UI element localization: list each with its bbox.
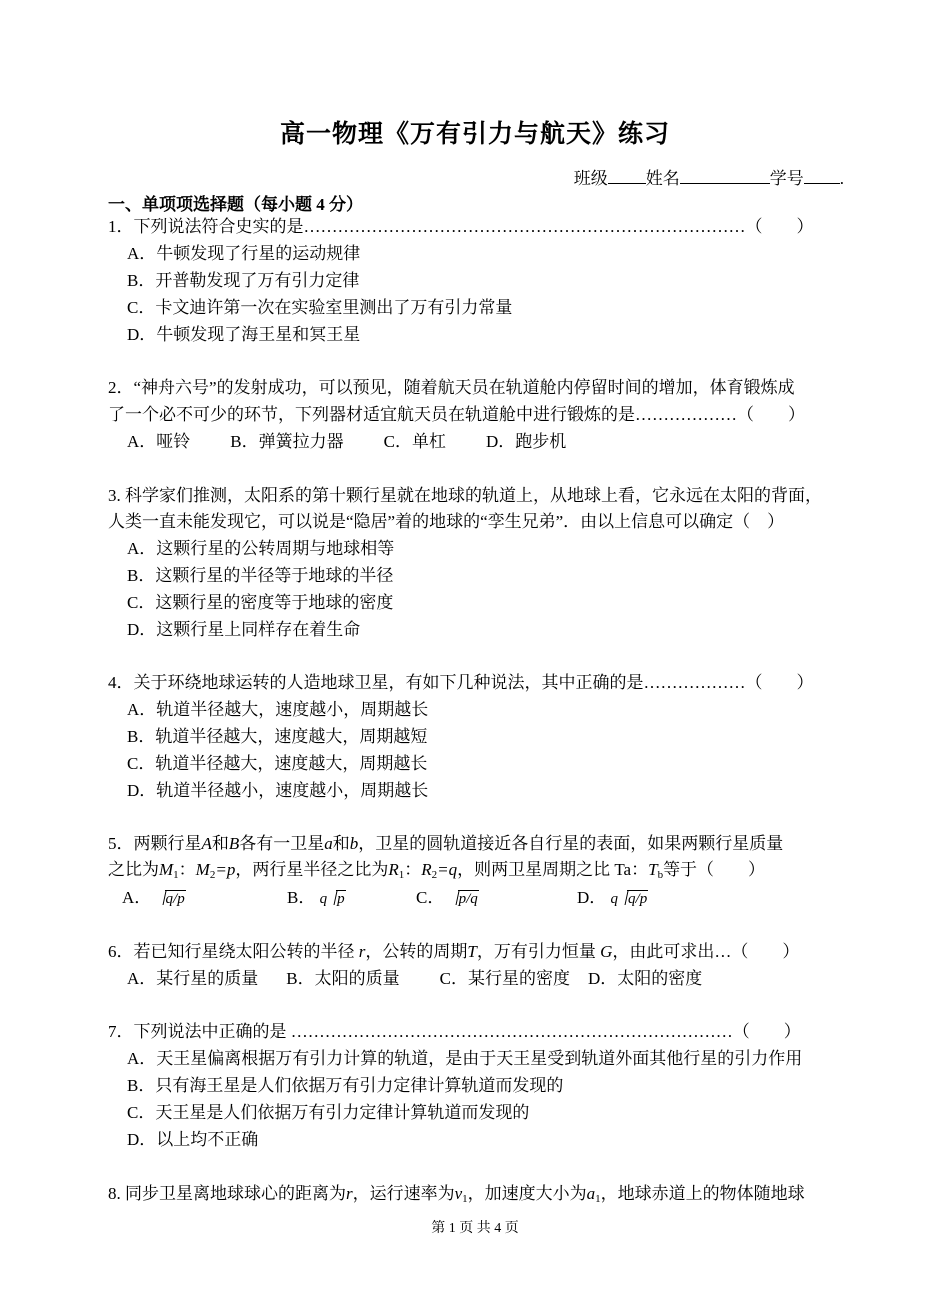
question-4-option-b: B．轨道半径越大，速度越大，周期越短	[127, 727, 428, 746]
question-7-option-a: A．天王星偏离根据万有引力计算的轨道，是由于天王星受到轨道外面其他行星的引力作用	[127, 1049, 803, 1068]
question-2-stem-line2: 了一个必不可少的环节，下列器材适宜航天员在轨道舱中进行锻炼的是………………（ ）	[108, 405, 805, 424]
sqrt-expression: p	[327, 888, 345, 910]
question-2-option-d: D．跑步机	[485, 432, 567, 451]
class-blank	[608, 167, 646, 184]
question-1-option-b: B．开普勒发现了万有引力定律	[127, 271, 360, 290]
question-6-options	[127, 968, 702, 990]
question-1-option-a: A．牛顿发现了行星的运动规律	[127, 244, 361, 263]
question-1-option-c: C．卡文迪许第一次在实验室里测出了万有引力常量	[127, 298, 513, 317]
question-7-option-c: C．天王星是人们依据万有引力定律计算轨道而发现的	[127, 1103, 530, 1122]
section-heading: 一、单项项选择题（每小题 4 分）	[108, 195, 363, 214]
question-6-stem: 6．若已知行星绕太阳公转的半径 r，公转的周期T，万有引力恒量 G，由此可求出…（ ）	[108, 942, 800, 961]
question-7-option-d: D．以上均不正确	[127, 1130, 259, 1149]
question-6-option-b: B．太阳的质量	[286, 969, 400, 988]
question-5-option-b: B． q p	[287, 887, 345, 910]
question-3-option-c: C．这颗行星的密度等于地球的密度	[127, 593, 394, 612]
question-5-option-c: C． p/q	[416, 887, 478, 910]
question-8-stem: 8. 同步卫星离地球球心的距离为r，运行速率为$v_1$，加速度大小为$a_1$，地球赤道上的物体随地球	[108, 1184, 805, 1205]
question-3-option-d: D．这颗行星上同样存在着生命	[127, 620, 361, 639]
question-1-option-d: D．牛顿发现了海王星和冥王星	[127, 325, 361, 344]
question-4-option-d: D．轨道半径越小，速度越小，周期越长	[127, 781, 429, 800]
question-1-stem: 1．下列说法符合史实的是……………………………………………………………………（ ）	[108, 217, 814, 236]
page-title: 高一物理《万有引力与航天》练习	[279, 121, 670, 148]
question-3-stem-line1: 3. 科学家们推测，太阳系的第十颗行星就在地球的轨道上，从地球上看，它永远在太阳的背面，	[108, 486, 822, 505]
number-label: 学号	[769, 169, 804, 188]
question-2-option-a: A．哑铃	[127, 432, 191, 451]
question-3-option-b: B．这颗行星的半径等于地球的半径	[127, 566, 394, 585]
question-2-stem-line1: 2．“神舟六号”的发射成功，可以预见，随着航天员在轨道舱内停留时间的增加，体育锻炼成	[108, 378, 795, 397]
question-5-stem-line2: 之比为$M_1$：$M_2=p$，两行星半径之比为$R_1$：$R_2=q$，则两卫星周期之比 Ta：$T_b$等于（ ）	[108, 860, 766, 881]
question-6-option-c: C．某行星的密度	[439, 969, 570, 988]
question-4-option-c: C．轨道半径越大，速度越大，周期越长	[127, 754, 428, 773]
info-end: .	[839, 169, 844, 188]
name-blank	[680, 167, 770, 184]
sqrt-expression: q/p	[156, 888, 185, 910]
question-3-option-a: A．这颗行星的公转周期与地球相等	[127, 539, 395, 558]
question-6-option-a: A．某行星的质量	[127, 969, 259, 988]
sqrt-expression: q/p	[618, 888, 647, 910]
number-blank	[804, 167, 840, 184]
question-6-option-d: D．太阳的密度	[587, 969, 703, 988]
question-4-option-a: A．轨道半径越大，速度越小，周期越长	[127, 700, 429, 719]
class-label: 班级	[573, 169, 608, 188]
page-footer: 第 1 页 共 4 页	[431, 1221, 519, 1236]
student-info-line	[574, 164, 844, 189]
question-4-stem: 4．关于环绕地球运转的人造地球卫星，有如下几种说法，其中正确的是………………（ ）	[108, 673, 814, 692]
question-7-option-b: B．只有海王星是人们依据万有引力定律计算轨道而发现的	[127, 1076, 564, 1095]
question-5-option-d: D． q q/p	[577, 887, 647, 910]
question-2-options	[127, 431, 566, 453]
question-3-stem-line2: 人类一直未能发现它，可以说是“隐居”着的地球的“孪生兄弟”．由以上信息可以确定（ ）	[108, 512, 785, 531]
question-5-option-a: A． q/p	[122, 887, 185, 910]
sqrt-expression: p/q	[449, 888, 478, 910]
question-5-stem-line1: 5．两颗行星A和B各有一卫星a和b，卫星的圆轨道接近各自行星的表面，如果两颗行星质量	[108, 834, 784, 853]
question-7-stem: 7．下列说法中正确的是 ……………………………………………………………………（ ）	[108, 1022, 801, 1041]
name-label: 姓名	[645, 169, 680, 188]
question-2-option-c: C．单杠	[383, 432, 446, 451]
question-2-option-b: B．弹簧拉力器	[230, 432, 344, 451]
